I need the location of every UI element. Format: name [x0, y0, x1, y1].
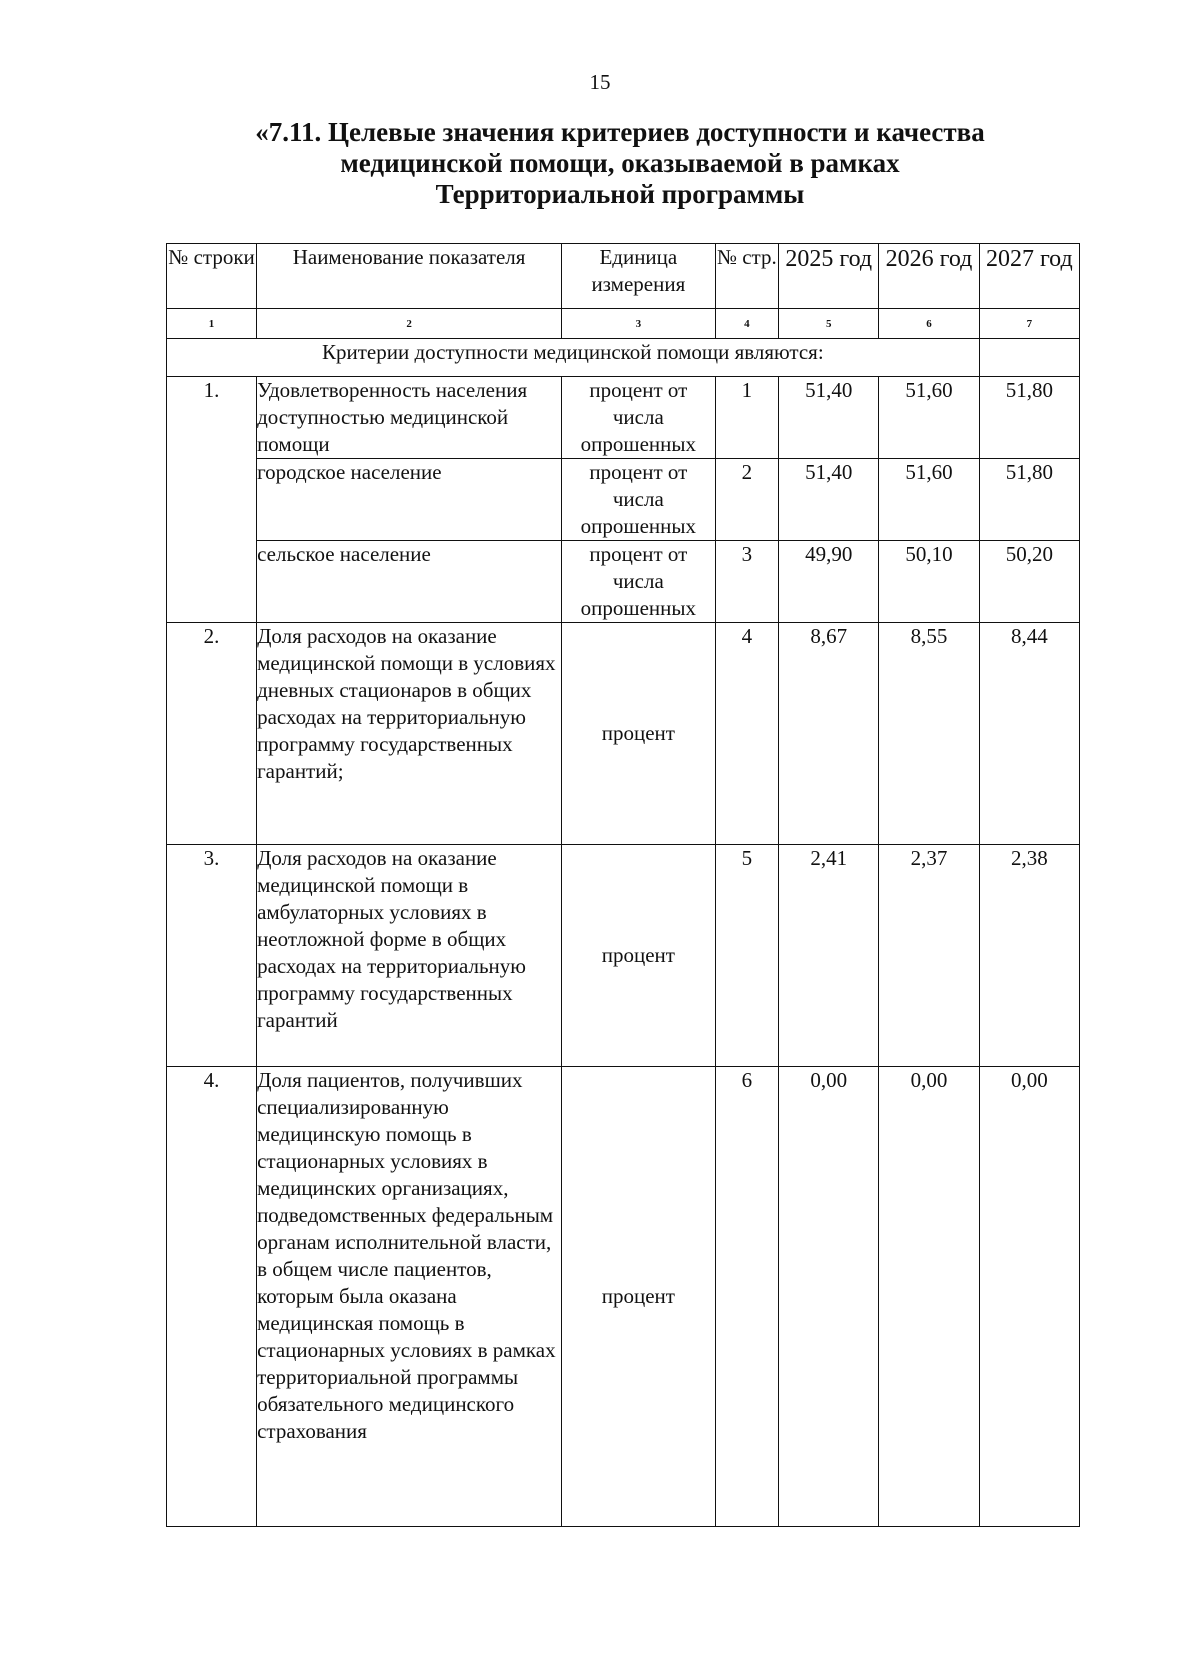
value-2026: 0,00: [879, 1067, 979, 1527]
value-2025: 2,41: [779, 845, 879, 1067]
value-2025: 8,67: [779, 623, 879, 845]
column-index: 3: [562, 309, 716, 339]
unit: процент: [562, 845, 716, 1067]
column-index-row: [167, 309, 1080, 339]
line-number: 4: [715, 623, 778, 845]
header-unit: Единица измерения: [562, 244, 716, 309]
heading-line-1: «7.11. Целевые значения критериев доступности и качества: [255, 117, 985, 147]
value-2027: 50,20: [979, 541, 1079, 623]
page-number: 15: [589, 70, 611, 94]
heading-line-3: Территориальной программы: [435, 179, 805, 209]
header-year-2027: 2027 год: [979, 244, 1079, 309]
indicator-name: Доля пациентов, получивших специализированную медицинскую помощь в стационарных условиях в медицинских организациях, подведомственных федеральным органам исполнительной власти, в общем числе пациентов, которым была оказана медицинская помощь в стационарных условиях в рамках территориальной программы обязательного медицинского страхования: [257, 1067, 562, 1527]
table-row: [167, 459, 1080, 541]
row-number: 3.: [167, 845, 257, 1067]
section-empty-cell: [979, 339, 1079, 377]
value-2026: 51,60: [879, 459, 979, 541]
criteria-table: [166, 243, 1080, 1527]
indicator-name: городское население: [257, 459, 562, 541]
heading-line-2: медицинской помощи, оказываемой в рамках: [340, 148, 900, 178]
indicator-name: сельское население: [257, 541, 562, 623]
table-row: [167, 1067, 1080, 1527]
row-number: 4.: [167, 1067, 257, 1527]
table-header-row: [167, 244, 1080, 309]
column-index: 5: [779, 309, 879, 339]
value-2025: 0,00: [779, 1067, 879, 1527]
table-row: [167, 845, 1080, 1067]
unit: процент: [562, 1067, 716, 1527]
value-2027: 0,00: [979, 1067, 1079, 1527]
value-2026: 8,55: [879, 623, 979, 845]
column-index: 6: [879, 309, 979, 339]
indicator-name: Удовлетворенность населения доступностью медицинской помощи: [257, 377, 562, 459]
indicator-name: Доля расходов на оказание медицинской помощи в амбулаторных условиях в неотложной форме в общих расходах на территориальную программу государственных гарантий: [257, 845, 562, 1067]
header-year-2025: 2025 год: [779, 244, 879, 309]
line-number: 1: [715, 377, 778, 459]
row-number: 2.: [167, 623, 257, 845]
section-title: Критерии доступности медицинской помощи являются:: [167, 339, 980, 377]
table-row: [167, 623, 1080, 845]
indicator-name: Доля расходов на оказание медицинской помощи в условиях дневных стационаров в общих расходах на территориальную программу государственных гарантий;: [257, 623, 562, 845]
value-2027: 51,80: [979, 377, 1079, 459]
table-row: [167, 377, 1080, 459]
row-number: 1.: [167, 377, 257, 623]
line-number: 2: [715, 459, 778, 541]
header-row-number: № строки: [167, 244, 257, 309]
unit: процент от числа опрошенных: [562, 459, 716, 541]
value-2025: 49,90: [779, 541, 879, 623]
column-index: 1: [167, 309, 257, 339]
value-2025: 51,40: [779, 377, 879, 459]
column-index: 7: [979, 309, 1079, 339]
header-year-2026: 2026 год: [879, 244, 979, 309]
column-index: 4: [715, 309, 778, 339]
value-2026: 50,10: [879, 541, 979, 623]
table-row: [167, 541, 1080, 623]
line-number: 5: [715, 845, 778, 1067]
value-2026: 51,60: [879, 377, 979, 459]
section-row: [167, 339, 1080, 377]
value-2027: 2,38: [979, 845, 1079, 1067]
unit: процент от числа опрошенных: [562, 377, 716, 459]
header-line-number: № стр.: [715, 244, 778, 309]
value-2025: 51,40: [779, 459, 879, 541]
section-heading: [160, 117, 1080, 210]
value-2027: 8,44: [979, 623, 1079, 845]
header-indicator-name: Наименование показателя: [257, 244, 562, 309]
value-2026: 2,37: [879, 845, 979, 1067]
unit: процент от числа опрошенных: [562, 541, 716, 623]
line-number: 3: [715, 541, 778, 623]
column-index: 2: [257, 309, 562, 339]
line-number: 6: [715, 1067, 778, 1527]
unit: процент: [562, 623, 716, 845]
value-2027: 51,80: [979, 459, 1079, 541]
